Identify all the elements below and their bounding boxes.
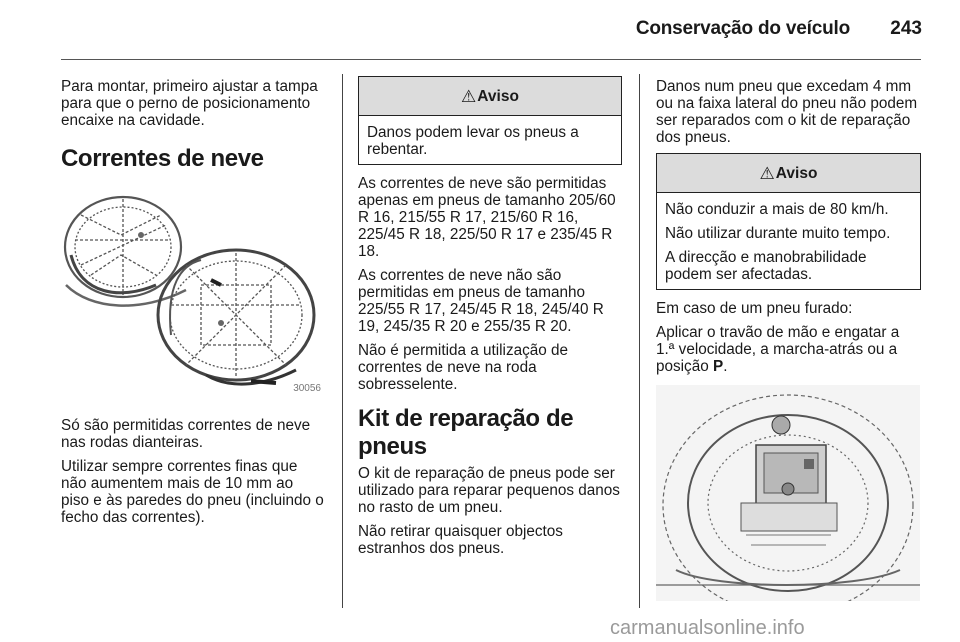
column-2	[358, 76, 622, 564]
warning-line-duration: Não utilizar durante muito tempo.	[665, 225, 891, 242]
spare-wheel-paragraph: Não é permitida a utilização de correntes de neve na roda sobresselente.	[358, 342, 569, 393]
warning-line-speed: Não conduzir a mais de 80 km/h.	[665, 201, 889, 218]
warning-header	[359, 77, 621, 116]
repair-kit-usage-paragraph: O kit de reparação de pneus pode ser utilizado para reparar pequenos danos no rasto de um pneu.	[358, 465, 620, 516]
snow-chains-illustration	[61, 185, 325, 399]
repair-kit-drawing	[656, 385, 920, 601]
warning-title: Aviso	[775, 164, 818, 182]
warning-body	[657, 193, 920, 289]
damage-limit-paragraph: Danos num pneu que excedam 4 mm ou na faixa lateral do pneu não podem ser reparados com o kit de reparação dos pneus.	[656, 78, 918, 146]
not-allowed-sizes-paragraph: As correntes de neve não são permitidas em pneus de tamanho 225/55 R 17, 245/45 R 18, 245/40 R 19, 245/35 R 20 e 255/35 R 20.	[358, 267, 604, 335]
flat-tire-paragraph: Em caso de um pneu furado:	[656, 300, 853, 317]
column-3	[656, 78, 921, 601]
gear-position-p: P	[712, 358, 724, 375]
repair-kit-illustration	[656, 385, 920, 601]
warning-title: Aviso	[477, 87, 519, 105]
watermark: carmanualsonline.info	[610, 617, 805, 639]
thin-chains-paragraph: Utilizar sempre correntes finas que não aumentem mais de 10 mm ao piso e às paredes do pneu (incluindo o fecho das correntes).	[61, 458, 324, 526]
chains-front-wheels-paragraph: Só são permitidas correntes de neve nas rodas dianteiras.	[61, 417, 311, 451]
intro-paragraph: Para montar, primeiro ajustar a tampa para que o perno de posicionamento encaixe na cavidade.	[61, 78, 318, 129]
column-divider-2	[639, 74, 640, 608]
parking-brake-paragraph: Aplicar o travão de mão e engatar a 1.ª velocidade, a marcha-atrás ou a posição P.	[656, 324, 900, 375]
warning-body	[359, 116, 621, 164]
header-divider	[61, 59, 921, 60]
warning-box-driving	[656, 153, 921, 290]
warning-line-steering: A direcção e manobrabilidade podem ser afectadas.	[665, 249, 867, 283]
snow-chains-drawing	[61, 185, 325, 399]
section-heading-repair-kit: Kit de reparação de pneus	[358, 405, 574, 460]
allowed-sizes-paragraph: As correntes de neve são permitidas apenas em pneus de tamanho 205/60 R 16, 215/55 R 17, 215/60 R 16, 225/45 R 18, 225/50 R 17 e 235/45 R 18.	[358, 175, 616, 260]
warning-triangle-icon: ⚠	[461, 86, 477, 106]
warning-box-tires	[358, 76, 622, 165]
section-heading-snow-chains: Correntes de neve	[61, 145, 264, 172]
foreign-objects-paragraph: Não retirar quaisquer objectos estranhos dos pneus.	[358, 523, 563, 557]
column-divider-1	[342, 74, 343, 608]
warning-triangle-icon: ⚠	[759, 163, 775, 183]
figure-number: 30056	[293, 383, 321, 394]
warning-header	[657, 154, 920, 193]
page-number: 243	[890, 18, 922, 39]
page-header-title: Conservação do veículo	[635, 18, 850, 39]
column-1	[61, 78, 325, 533]
warning-text: Danos podem levar os pneus a rebentar.	[367, 124, 579, 158]
